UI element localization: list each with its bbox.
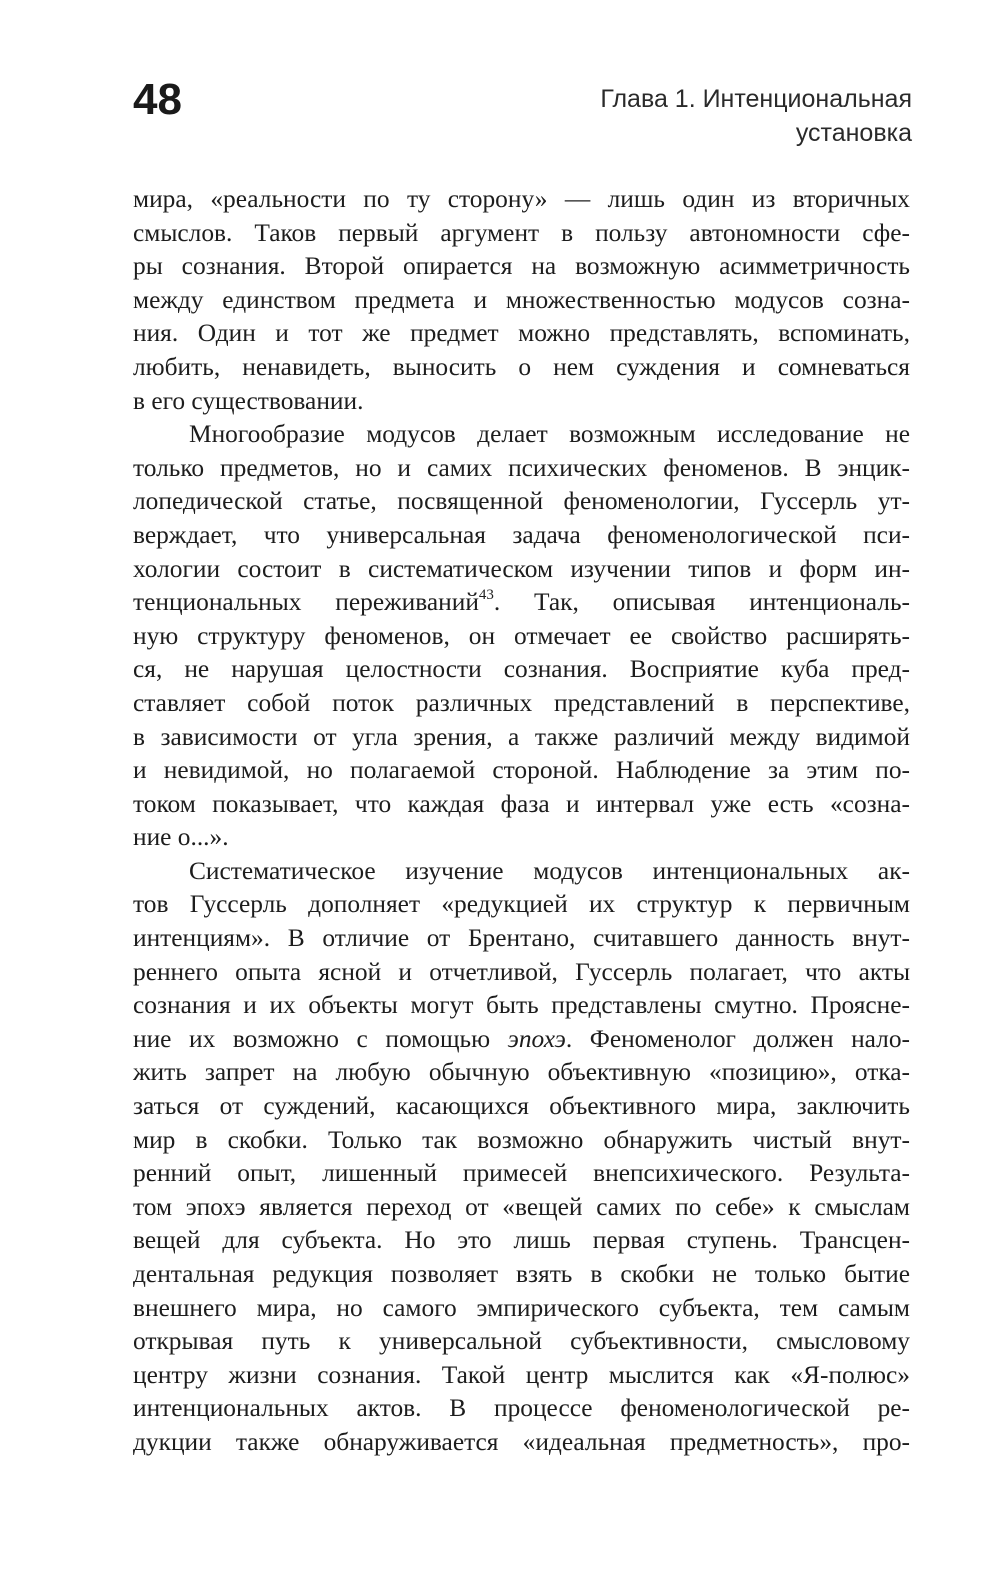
text-line: Многообразие модусов делает возможным исследование не [189,420,910,449]
text-line: лопедической статье, посвященной феноменологии, Гуссерль ут- [133,487,910,516]
text-line: интенциональных актов. В процессе феноменологической ре- [133,1394,910,1423]
text-line: дентальная редукция позволяет взять в скобки не только бытие [133,1260,910,1288]
text-line: заться от суждений, касающихся объективного мира, заключить [133,1092,910,1121]
text-line: мира, «реальности по ту сторону» — лишь один из вторичных [133,185,910,213]
text-line: мир в скобки. Только так возможно обнаружить чистый внут- [133,1125,910,1154]
text-line: вещей для субъекта. Но это лишь первая ступень. Трансцен- [133,1226,910,1255]
text-line: жить запрет на любую обычную объективную «позицию», отка- [133,1058,910,1087]
text-line: между единством предмета и множественностью модусов созна- [133,285,910,314]
chapter-title-line-1: Глава 1. Интенциональная [600,85,912,113]
text-segment: тенциональных переживаний [133,588,479,617]
text-line: смыслов. Таков первый аргумент в пользу автономности сфе- [133,218,910,247]
italic-term: эпохэ [507,1024,566,1053]
text-line: интенциям». В отличие от Брентано, считавшего данность внут- [133,924,910,953]
text-line: реннего опыта ясной и отчетливой, Гуссерль полагает, что акты [133,957,910,986]
text-line: центру жизни сознания. Такой центр мыслится как «Я-полюс» [133,1360,910,1389]
text-line: любить, ненавидеть, выносить о нем суждения и сомневаться [133,352,910,381]
text-line-with-footnote [133,586,910,620]
text-line: хологии состоит в систематическом изучении типов и форм ин- [133,554,910,583]
running-head [492,82,912,150]
page-number: 48 [133,75,182,124]
text-line: верждает, что универсальная задача феноменологической пси- [133,520,910,549]
text-segment: . Так, описывая интенциональ- [493,588,910,617]
text-segment: ние их возможно с помощью [133,1024,508,1053]
body-text [133,183,910,1460]
chapter-title-line-2: установка [795,119,912,147]
text-line: ренний опыт, лишенный примесей внепсихического. Результа- [133,1159,910,1188]
text-line: ние о...». [133,823,229,852]
text-line: тов Гуссерль дополняет «редукцией их структур к первичным [133,890,910,919]
text-line: током показывает, что каждая фаза и интервал уже есть «созна- [133,789,910,818]
text-line: внешнего мира, но самого эмпирического субъекта, тем самым [133,1293,910,1322]
text-line: ся, не нарушая целостности сознания. Восприятие куба пред- [133,655,910,684]
text-line: ставляет собой поток различных представлений в перспективе, [133,688,910,717]
text-line: дукции также обнаруживается «идеальная предметность», про- [133,1427,910,1456]
text-line: ния. Один и тот же предмет можно представлять, вспоминать, [133,319,910,348]
text-line: в его существовании. [133,386,364,415]
text-line: Систематическое изучение модусов интенциональных ак- [189,856,910,885]
text-line: том эпохэ является переход от «вещей самих по себе» к смыслам [133,1192,910,1221]
text-line: ры сознания. Второй опирается на возможную асимметричность [133,252,910,281]
text-line: сознания и их объекты могут быть представлены смутно. Проясне- [133,991,910,1020]
text-line: ную структуру феноменов, он отмечает ее свойство расширять- [133,621,910,650]
text-segment: . Феноменолог должен нало- [565,1024,910,1053]
text-line: в зависимости от угла зрения, а также различий между видимой [133,722,910,751]
footnote-reference: 43 [478,587,494,604]
text-line: и невидимой, но полагаемой стороной. Наблюдение за этим по- [133,756,910,785]
text-line: только предметов, но и самих психических феноменов. В энцик- [133,453,910,482]
text-line-with-italic [133,1023,910,1057]
text-line: открывая путь к универсальной субъективности, смысловому [133,1327,910,1356]
